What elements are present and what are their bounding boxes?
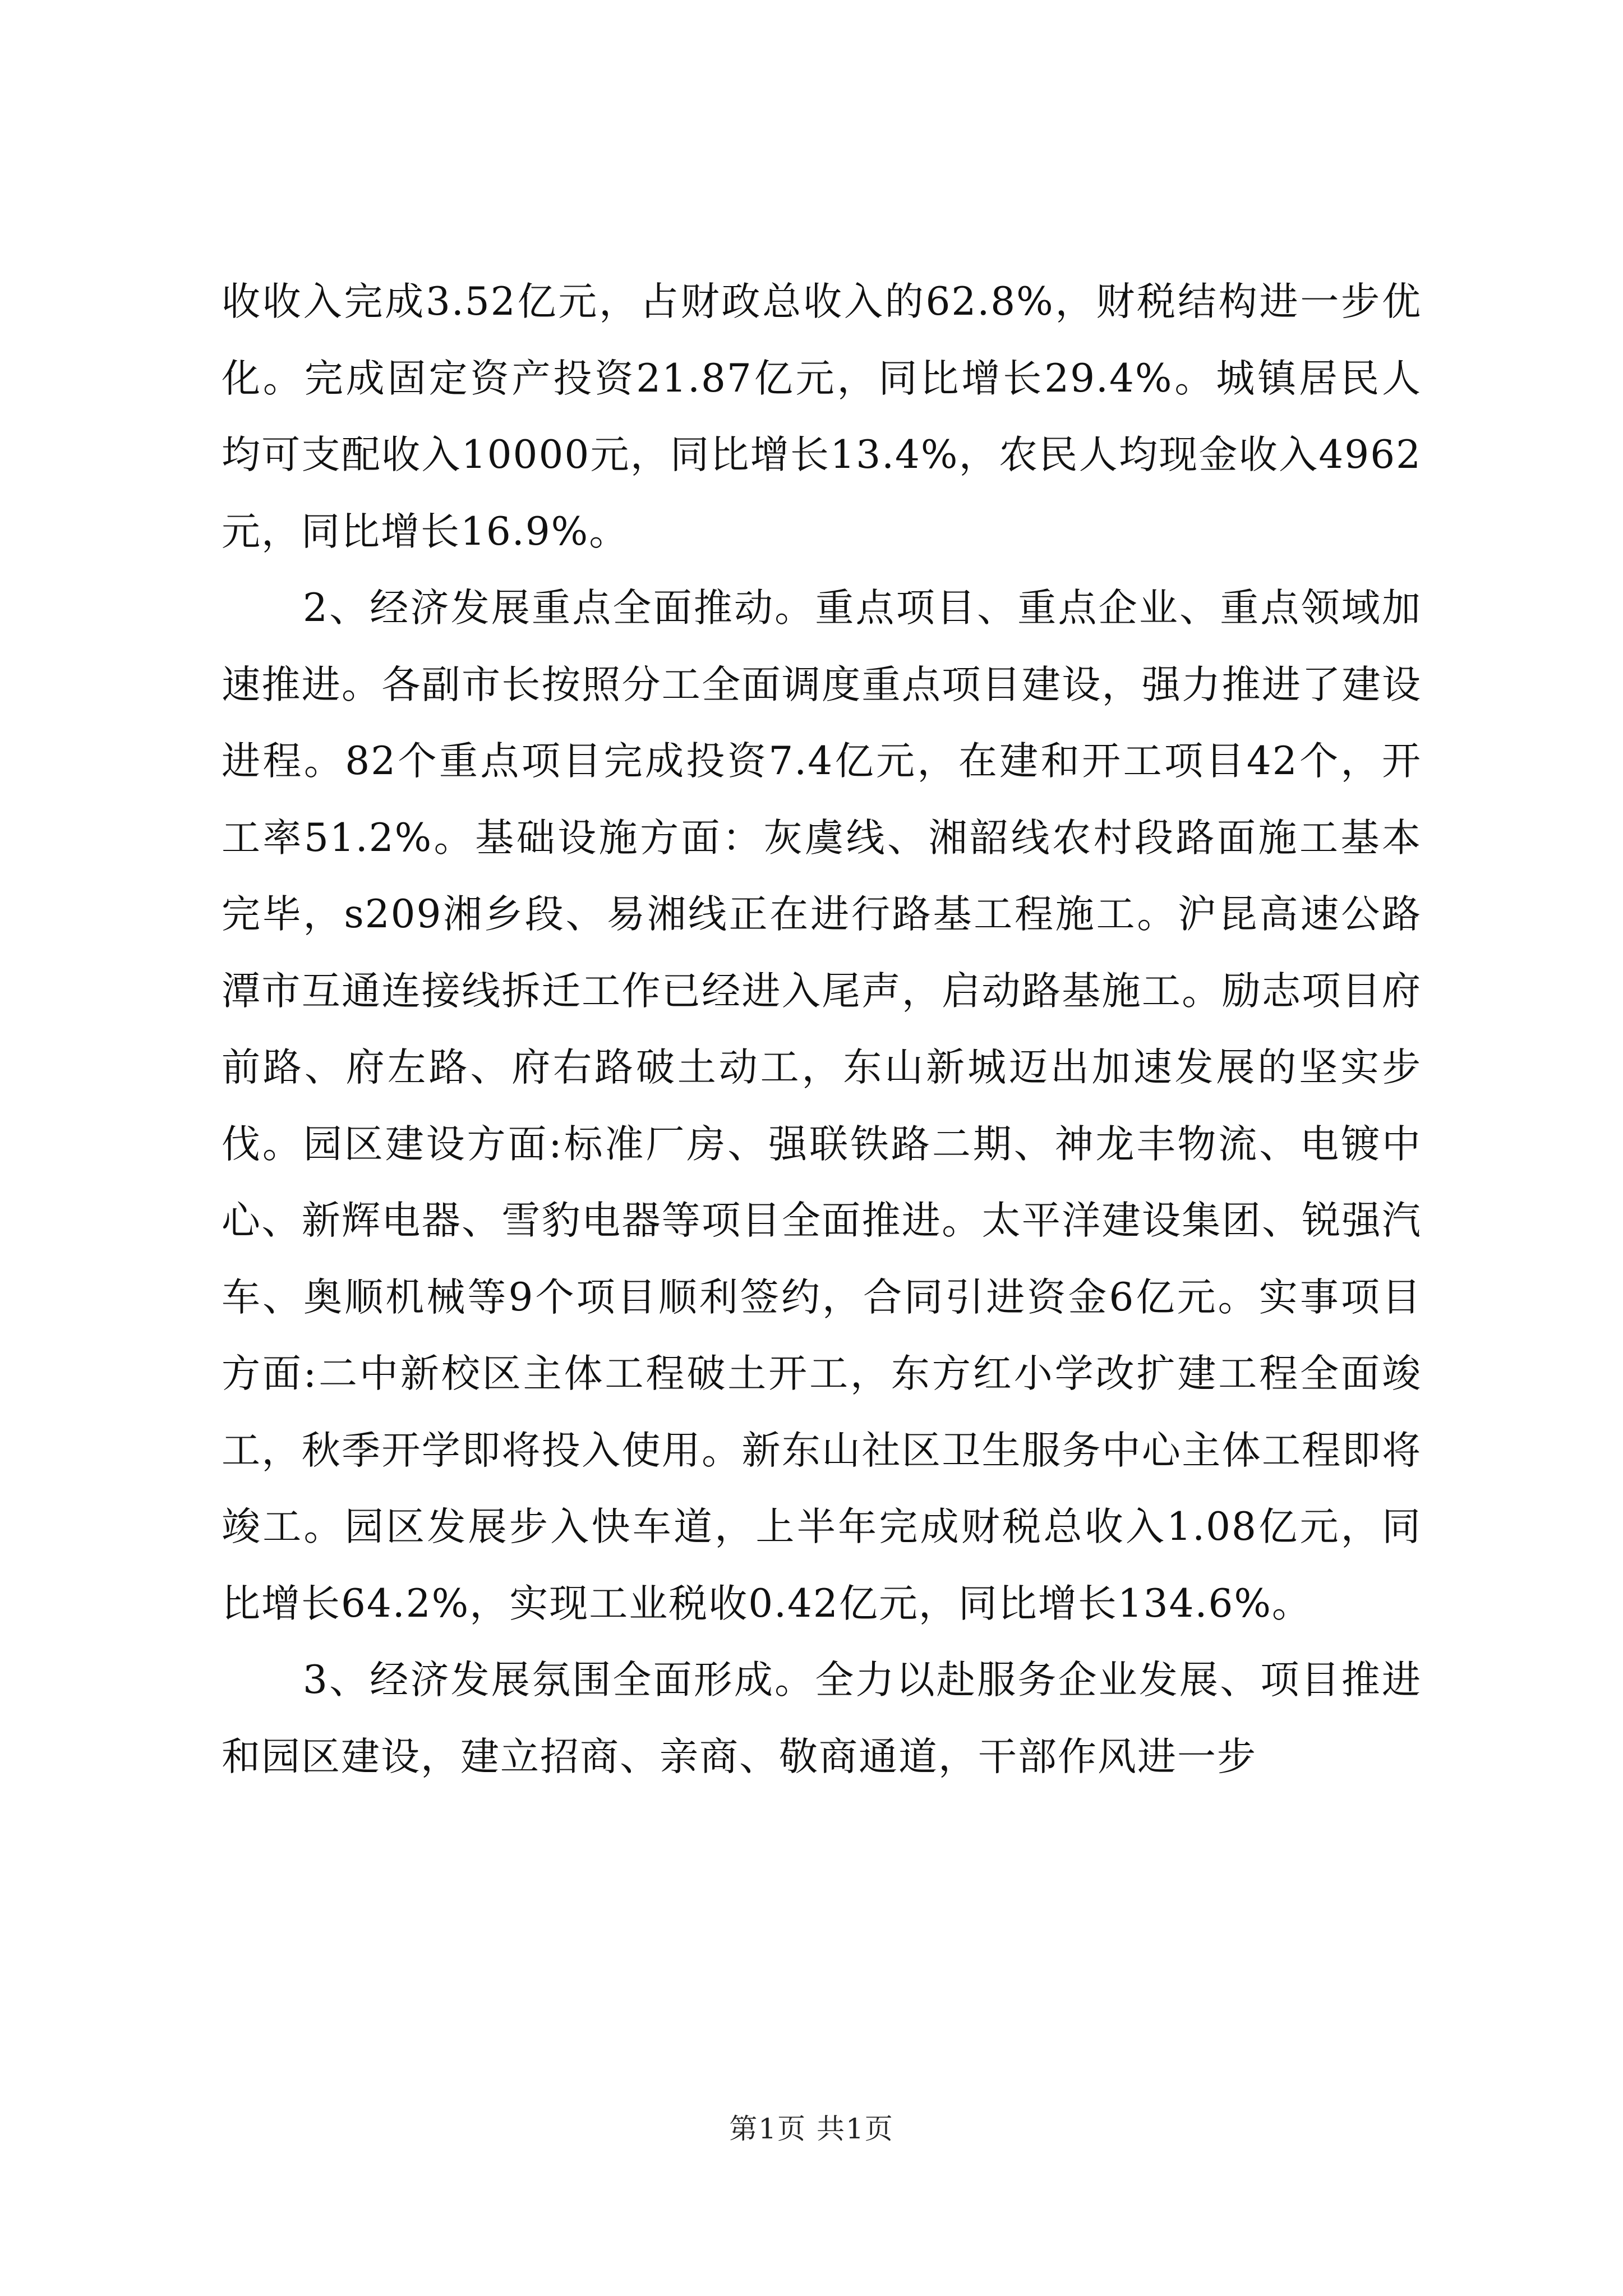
page-footer (0, 2106, 1623, 2147)
paragraph-2: 2、经济发展重点全面推动。重点项目、重点企业、重点领域加速推进。各副市长按照分工全面调度重点项目建设，强力推进了建设进程。82个重点项目完成投资7.4亿元，在建和开工项目42个，开工率51.2%。基础设施方面：灰虞线、湘韶线农村段路面施工基本完毕，s209湘乡段、易湘线正在进行路基工程施工。沪昆高速公路潭市互通连接线拆迁工作已经进入尾声，启动路基施工。励志项目府前路、府左路、府右路破土动工，东山新城迈出加速发展的坚实步伐。园区建设方面:标准厂房、强联铁路二期、神龙丰物流、电镀中心、新辉电器、雪豹电器等项目全面推进。太平洋建设集团、锐强汽车、奥顺机械等9个项目顺利签约，合同引进资金6亿元。实事项目方面:二中新校区主体工程破土开工，东方红小学改扩建工程全面竣工，秋季开学即将投入使用。新东山社区卫生服务中心主体工程即将竣工。园区发展步入快车道，上半年完成财税总收入1.08亿元，同比增长64.2%，实现工业税收0.42亿元，同比增长134.6%。 (222, 586, 1422, 1626)
paragraph-3: 3、经济发展氛围全面形成。全力以赴服务企业发展、项目推进和园区建设，建立招商、亲商、敬商通道，干部作风进一步 (222, 1658, 1422, 1779)
paragraph-1: 收收入完成3.52亿元，占财政总收入的62.8%，财税结构进一步优化。完成固定资产投资21.87亿元，同比增长29.4%。城镇居民人均可支配收入10000元，同比增长13.4%，农民人均现金收入4962元，同比增长16.9%。 (222, 279, 1422, 554)
page-number-label: 第1页 共1页 (729, 2113, 894, 2145)
document-body (222, 264, 1422, 1795)
